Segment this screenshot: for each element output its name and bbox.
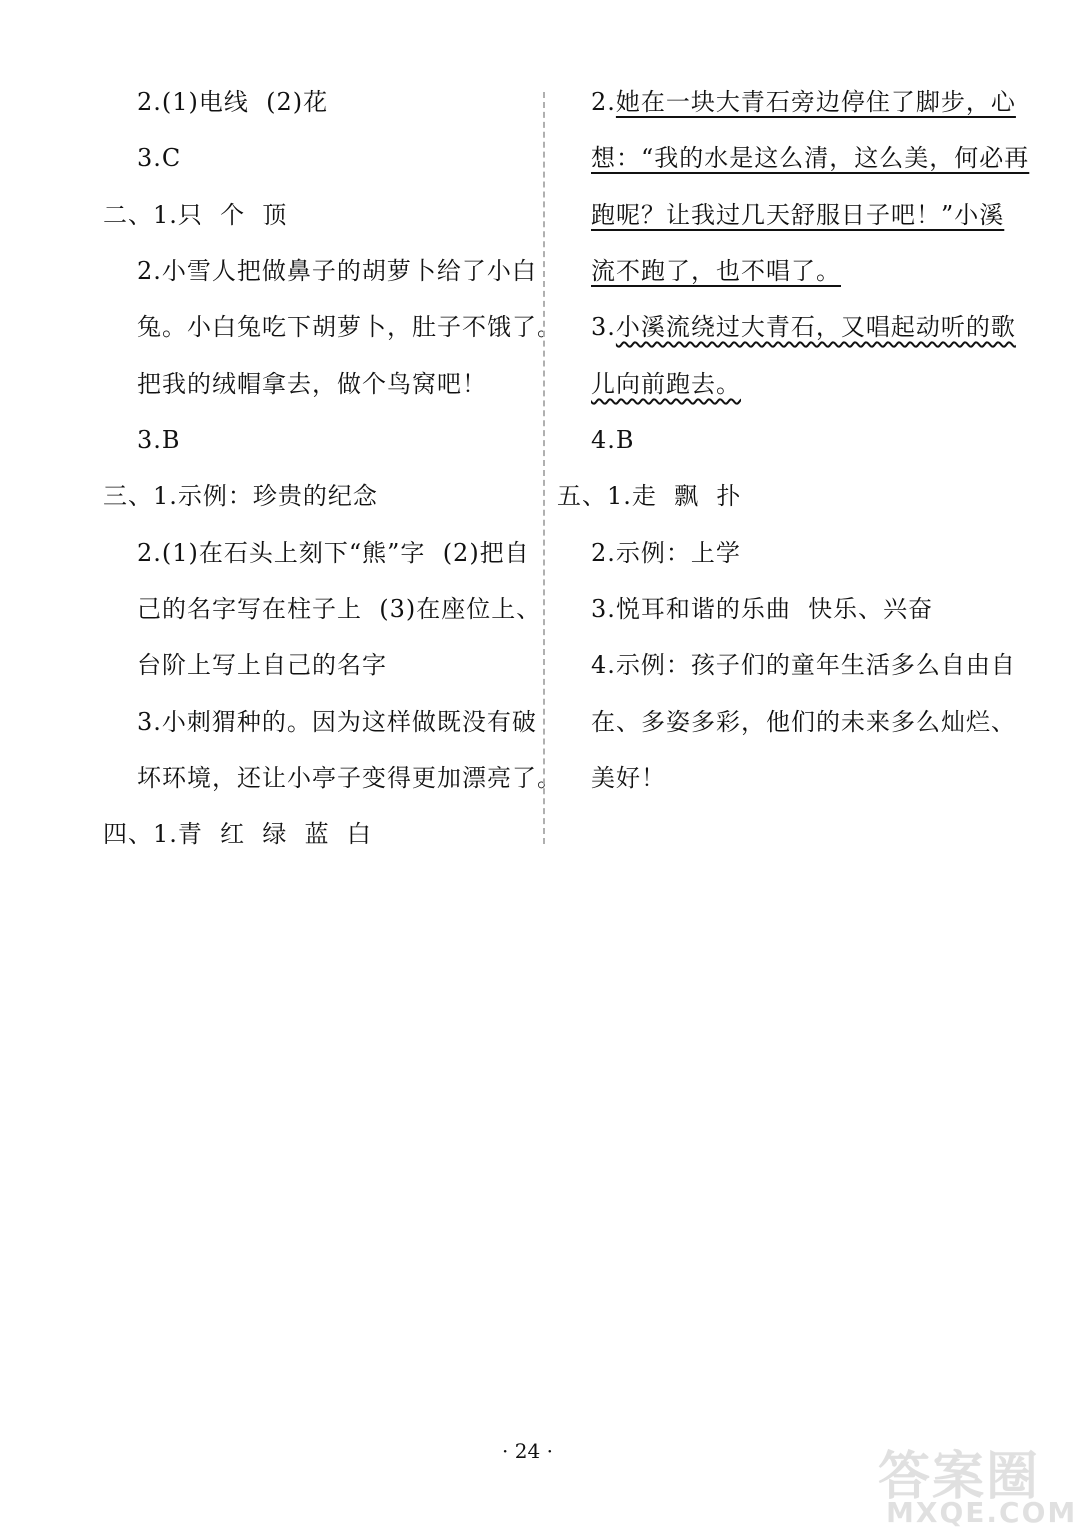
item-number: 2. xyxy=(591,88,616,116)
watermark-text: 答案圈 xyxy=(878,1447,1041,1507)
answer-line: 台阶上写上自己的名字 xyxy=(137,651,387,679)
answer-line: 美好！ xyxy=(591,764,666,792)
column-divider xyxy=(543,92,545,844)
answer-line: 2.小雪人把做鼻子的胡萝卜给了小白 xyxy=(137,257,537,285)
answer-line: 2.示例：上学 xyxy=(591,539,741,567)
section-heading: 四、1.青 红 绿 蓝 白 xyxy=(103,820,372,848)
answer-line: 3.C xyxy=(137,144,182,172)
answer-line: 3.悦耳和谐的乐曲 快乐、兴奋 xyxy=(591,595,934,623)
answer-line: 4.B xyxy=(591,426,635,454)
answer-line: 在、多姿多彩，他们的未来多么灿烂、 xyxy=(591,708,1016,736)
answer-line: 3.小刺猬种的。因为这样做既没有破 xyxy=(137,708,537,736)
answer-line: 己的名字写在柱子上 (3)在座位上、 xyxy=(137,595,542,623)
wavy-underlined-text: 小溪流绕过大青石，又唱起动听的歌 xyxy=(615,313,1016,341)
underlined-text: 想：“我的水是这么清，这么美，何必再 xyxy=(591,144,1030,172)
page-number: · 24 · xyxy=(502,1439,553,1463)
answer-line xyxy=(591,309,1016,345)
answer-line: 2.(1)电线 (2)花 xyxy=(137,88,329,116)
answer-line: 3.B xyxy=(137,426,181,454)
wavy-underlined-text: 儿向前跑去。 xyxy=(591,370,741,398)
answer-line: 把我的绒帽拿去，做个鸟窝吧！ xyxy=(137,370,487,398)
answer-line: 兔。小白兔吃下胡萝卜，肚子不饿了。 xyxy=(137,313,562,341)
answer-line xyxy=(591,84,1016,120)
watermark-logo xyxy=(872,1432,1077,1532)
section-heading: 三、1.示例：珍贵的纪念 xyxy=(103,482,378,510)
section-heading: 五、1.走 飘 扑 xyxy=(557,482,742,510)
answer-line: 坏环境，还让小亭子变得更加漂亮了。 xyxy=(137,764,562,792)
underlined-text: 她在一块大青石旁边停住了脚步，心 xyxy=(615,88,1016,116)
section-heading: 二、1.只 个 顶 xyxy=(103,201,288,229)
underlined-text: 跑呢？让我过几天舒服日子吧！”小溪 xyxy=(591,201,1005,229)
answer-line: 4.示例：孩子们的童年生活多么自由自 xyxy=(591,651,1016,679)
item-number: 3. xyxy=(591,313,616,341)
watermark-url: MXQE.COM xyxy=(886,1496,1077,1529)
answer-line: 2.(1)在石头上刻下“熊”字 (2)把自 xyxy=(137,539,530,567)
underlined-text: 流不跑了，也不唱了。 xyxy=(591,257,841,285)
